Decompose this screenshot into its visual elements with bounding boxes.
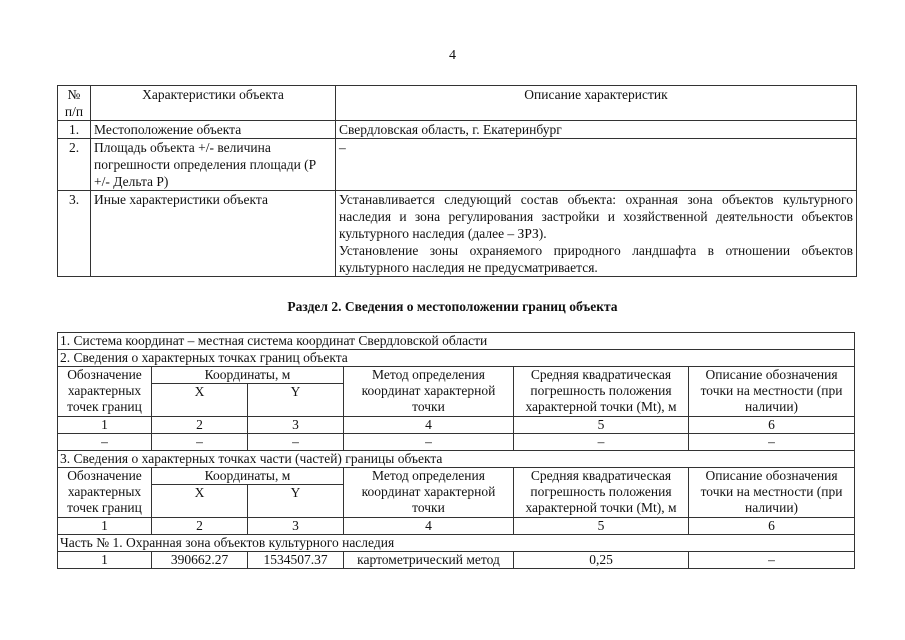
part-title: Часть № 1. Охранная зона объектов культурного наследия	[58, 535, 855, 552]
column-number: 4	[344, 518, 514, 535]
header-number: № п/п	[58, 86, 91, 121]
col-header-points: Обозначение характерных точек границ	[58, 468, 152, 518]
cell-dash: –	[344, 434, 514, 451]
column-number: 3	[248, 518, 344, 535]
col-header-method: Метод определения координат характерной точки	[344, 367, 514, 417]
row-name: Иные характеристики объекта	[91, 191, 336, 277]
col-header-accuracy: Средняя квадратическая погрешность положения характерной точки (Mt), м	[514, 367, 689, 417]
column-numbers-row	[58, 417, 855, 434]
column-number: 4	[344, 417, 514, 434]
column-number: 3	[248, 417, 344, 434]
point-accuracy: 0,25	[514, 552, 689, 569]
table-header-row	[58, 86, 857, 121]
column-number: 1	[58, 518, 152, 535]
col-header-method: Метод определения координат характерной точки	[344, 468, 514, 518]
row-description	[336, 191, 857, 277]
object-characteristics-table	[57, 85, 857, 277]
column-number: 1	[58, 417, 152, 434]
section-2-title: 2. Сведения о характерных точках границ объекта	[58, 350, 855, 367]
col-header-x: X	[152, 384, 248, 417]
point-description: –	[689, 552, 855, 569]
cell-dash: –	[152, 434, 248, 451]
column-number: 6	[689, 417, 855, 434]
point-y: 1534507.37	[248, 552, 344, 569]
col-header-description: Описание обозначения точки на местности (при наличии)	[689, 468, 855, 518]
column-number: 2	[152, 518, 248, 535]
col-header-coords: Координаты, м	[152, 468, 344, 485]
description-paragraph: Установление зоны охраняемого природного ландшафта в отношении объектов культурного наследия не предусматривается.	[339, 243, 853, 275]
column-numbers-row	[58, 518, 855, 535]
point-x: 390662.27	[152, 552, 248, 569]
col-header-accuracy: Средняя квадратическая погрешность положения характерной точки (Mt), м	[514, 468, 689, 518]
col-header-points: Обозначение характерных точек границ	[58, 367, 152, 417]
table-row	[58, 552, 855, 569]
table-row	[58, 434, 855, 451]
column-number: 6	[689, 518, 855, 535]
header-characteristics: Характеристики объекта	[91, 86, 336, 121]
coordinate-system: 1. Система координат – местная система координат Свердловской области	[58, 333, 855, 350]
section-3-title: 3. Сведения о характерных точках части (частей) границы объекта	[58, 451, 855, 468]
col-header-description: Описание обозначения точки на местности (при наличии)	[689, 367, 855, 417]
cell-dash: –	[689, 434, 855, 451]
point-id: 1	[58, 552, 152, 569]
description-paragraph: Устанавливается следующий состав объекта: охранная зона объектов культурного наследия и зона регулирования застройки и хозяйственной деятельности объектов культурного наследия (далее – ЗРЗ).	[339, 192, 853, 241]
row-number: 3.	[58, 191, 91, 277]
boundary-points-table	[57, 332, 855, 569]
row-number: 1.	[58, 121, 91, 139]
cell-dash: –	[58, 434, 152, 451]
cell-dash: –	[514, 434, 689, 451]
row-description: –	[336, 139, 857, 191]
column-number: 2	[152, 417, 248, 434]
table-row	[58, 121, 857, 139]
row-description: Свердловская область, г. Екатеринбург	[336, 121, 857, 139]
point-method: картометрический метод	[344, 552, 514, 569]
table-row	[58, 191, 857, 277]
col-header-y: Y	[248, 384, 344, 417]
page-number: 4	[449, 48, 456, 63]
column-number: 5	[514, 518, 689, 535]
col-header-y: Y	[248, 485, 344, 518]
col-header-coords: Координаты, м	[152, 367, 344, 384]
column-number: 5	[514, 417, 689, 434]
col-header-x: X	[152, 485, 248, 518]
cell-dash: –	[248, 434, 344, 451]
header-description: Описание характеристик	[336, 86, 857, 121]
section-title: Раздел 2. Сведения о местоположении границ объекта	[287, 299, 618, 314]
row-name: Площадь объекта +/- величина погрешности определения площади (Р +/- Дельта Р)	[91, 139, 336, 191]
table-row	[58, 139, 857, 191]
row-number: 2.	[58, 139, 91, 191]
row-name: Местоположение объекта	[91, 121, 336, 139]
